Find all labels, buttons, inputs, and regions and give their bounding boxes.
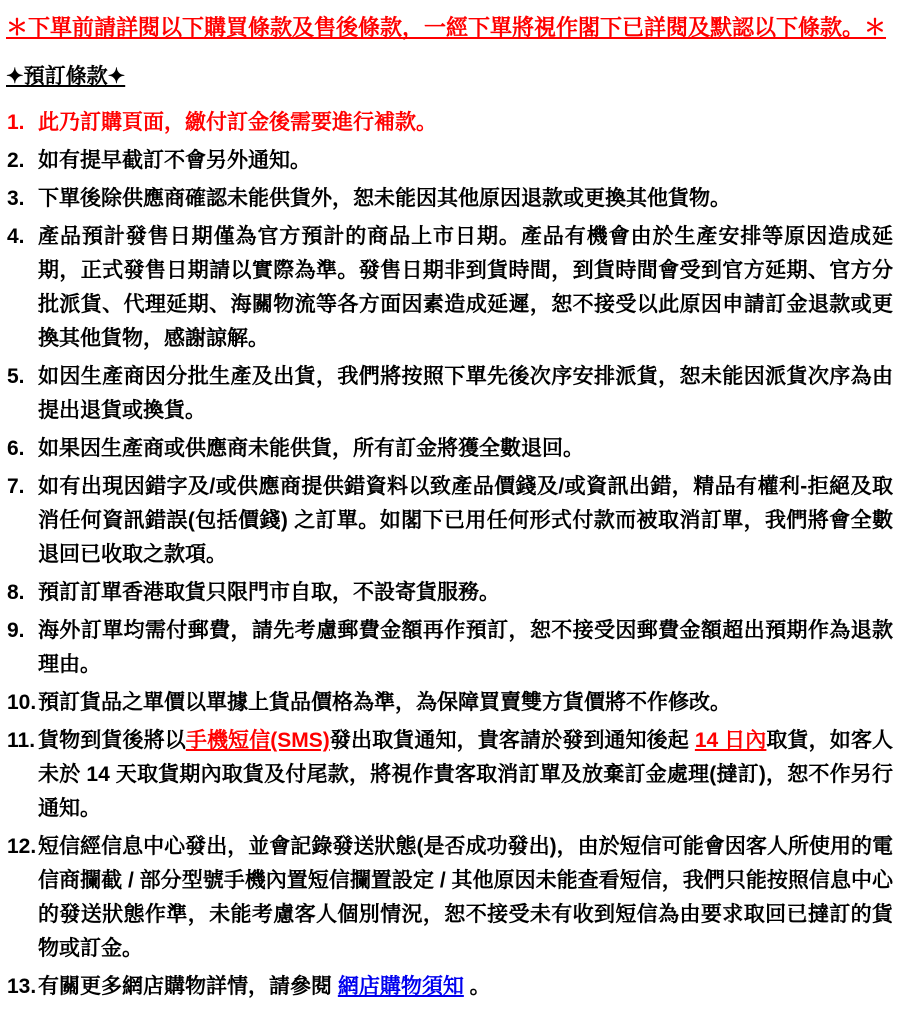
term-emphasis: 手機短信(SMS) — [185, 729, 330, 752]
term-item — [4, 470, 903, 572]
term-item — [4, 144, 903, 178]
term-item — [4, 220, 903, 356]
section-title: ✦預訂條款✦ — [6, 65, 126, 88]
term-item — [4, 182, 903, 216]
term-number: 2. — [7, 149, 25, 172]
term-number: 3. — [7, 187, 25, 210]
term-item — [4, 360, 903, 428]
term-item — [4, 970, 903, 1004]
term-number: 13. — [7, 975, 37, 998]
term-text: 有關更多網店購物詳情，請參閱 — [38, 975, 338, 998]
term-text: 發出取貨通知，貴客請於發到通知後起 — [329, 729, 695, 752]
term-number: 1. — [7, 111, 25, 134]
term-text: 貨物到貨後將以 — [38, 729, 186, 752]
term-text: 產品預計發售日期僅為官方預計的商品上市日期。產品有機會由於生產安排等原因造成延期，正式發售日期請以實際為準。發售日期非到貨時間，到貨時間會受到官方延期、官方分批派貨、代理延期、海關物流等各方面因素造成延遲，恕不接受以此原因申請訂金退款或更換其他貨物，感謝諒解。 — [38, 225, 893, 350]
term-text: 下單後除供應商確認未能供貨外，恕未能因其他原因退款或更換其他貨物。 — [38, 187, 731, 210]
term-number: 12. — [7, 835, 37, 858]
term-text: 預訂訂單香港取貨只限門市自取，不設寄貨服務。 — [38, 581, 500, 604]
term-text: 海外訂單均需付郵費，請先考慮郵費金額再作預訂，恕不接受因郵費金額超出預期作為退款理由。 — [38, 619, 893, 676]
term-text: 如有出現因錯字及/或供應商提供錯資料以致產品價錢及/或資訊出錯，精品有權利-拒絕及取消任何資訊錯誤(包括價錢) 之訂單。如閣下已用任何形式付款而被取消訂單，我們將會全數退回已收取之款項。 — [38, 475, 893, 566]
term-number: 11. — [7, 729, 36, 752]
term-item — [4, 106, 903, 140]
term-text: 短信經信息中心發出，並會記錄發送狀態(是否成功發出)，由於短信可能會因客人所使用的電信商攔截 / 部分型號手機內置短信攔置設定 / 其他原因未能查看短信，我們只能按照信息中心的發送狀態作準，未能考慮客人個別情況，恕不接受未有收到短信為由要求取回已撻訂的貨物或訂金。 — [38, 835, 893, 960]
term-item — [4, 830, 903, 966]
term-number: 10. — [7, 691, 37, 714]
term-item — [4, 576, 903, 610]
term-text: 預訂貨品之單價以單據上貨品價格為準，為保障買賣雙方貨價將不作修改。 — [38, 691, 731, 714]
term-number: 7. — [7, 475, 25, 498]
warning-header: ＊下單前請詳閱以下購買條款及售後條款，一經下單將視作閣下已詳閱及默認以下條款。＊ — [6, 15, 887, 40]
term-number: 8. — [7, 581, 25, 604]
term-text: 取貨，如客人未於 14 天取貨期內取貨及付尾款，將視作貴客取消訂單及放棄訂金處理(撻訂)，恕不作另行通知。 — [38, 729, 893, 820]
term-text: 如有提早截訂不會另外通知。 — [38, 149, 311, 172]
term-number: 6. — [7, 437, 25, 460]
term-number: 4. — [7, 225, 25, 248]
term-item — [4, 686, 903, 720]
shop-notice-link[interactable]: 網店購物須知 — [337, 975, 464, 998]
term-text: 此乃訂購頁面，繳付訂金後需要進行補款。 — [38, 111, 437, 134]
term-text: 如果因生產商或供應商未能供貨，所有訂金將獲全數退回。 — [38, 437, 584, 460]
term-text: 如因生產商因分批生產及出貨，我們將按照下單先後次序安排派貨，恕未能因派貨次序為由提出退貨或換貨。 — [38, 365, 893, 422]
term-emphasis: 14 日內 — [694, 729, 767, 752]
term-item — [4, 724, 903, 826]
term-text: 。 — [463, 975, 491, 998]
terms-list — [4, 106, 903, 1004]
term-number: 9. — [7, 619, 25, 642]
term-item — [4, 614, 903, 682]
term-number: 5. — [7, 365, 25, 388]
term-item — [4, 432, 903, 466]
